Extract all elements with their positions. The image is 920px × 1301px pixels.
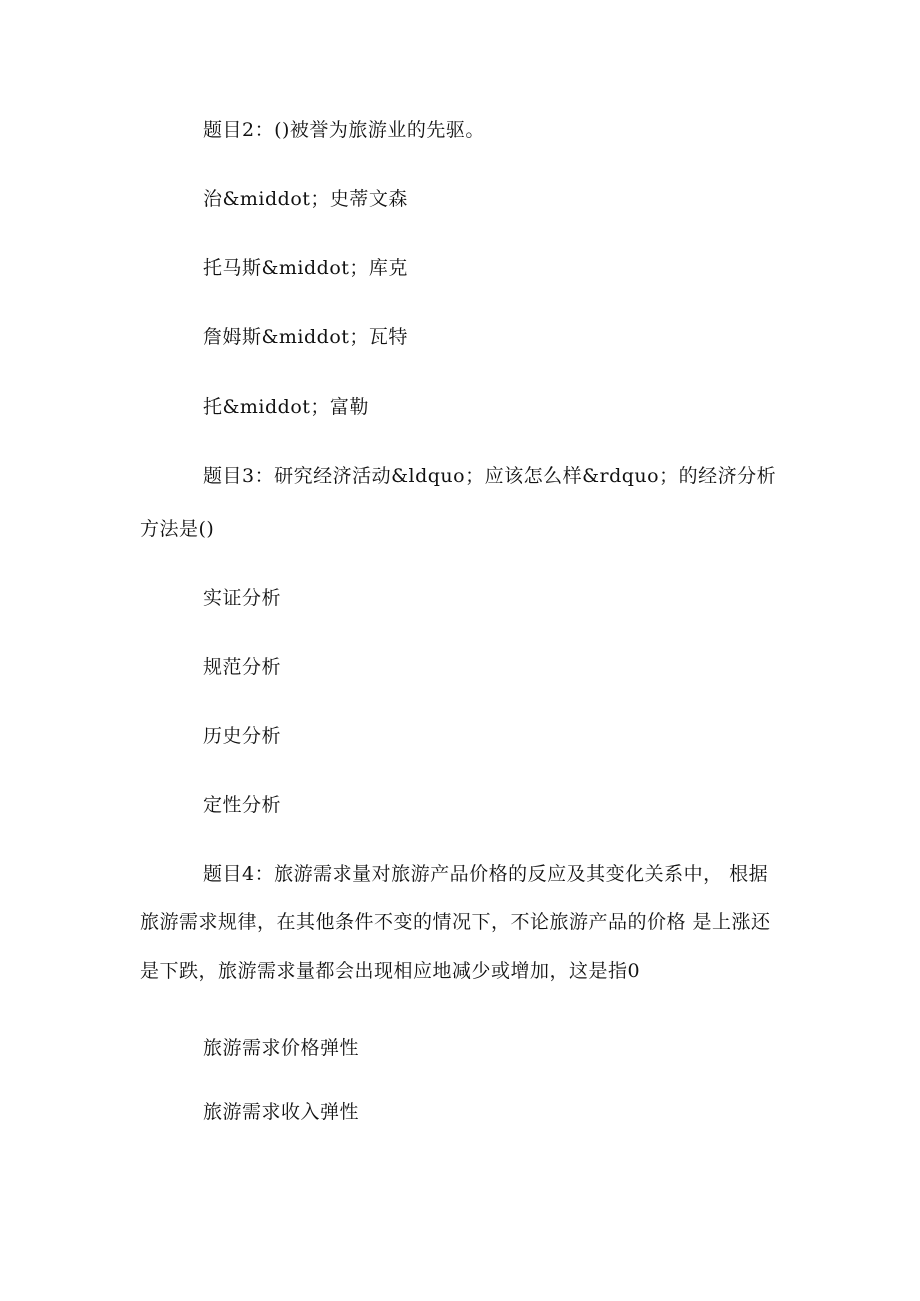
- question-3-option-4: 定性分析: [203, 794, 282, 816]
- question-4-option-1: 旅游需求价格弹性: [203, 1037, 360, 1059]
- question-4-stem-line-1: 题目4：旅游需求量对旅游产品价格的反应及其变化关系中， 根据: [203, 863, 769, 885]
- question-3-option-3: 历史分析: [203, 725, 282, 747]
- question-3-option-1: 实证分析: [203, 587, 282, 609]
- question-4-option-2: 旅游需求收入弹性: [203, 1101, 360, 1123]
- question-3-option-2: 规范分析: [203, 656, 282, 678]
- question-4-stem-line-3: 是下跌，旅游需求量都会出现相应地减少或增加，这是指0: [140, 960, 641, 982]
- question-4-stem-line-2: 旅游需求规律，在其他条件不变的情况下，不论旅游产品的价格 是上涨还: [140, 911, 771, 933]
- question-2-stem: 题目2：()被誉为旅游业的先驱。: [203, 119, 485, 141]
- question-2-option-3: 詹姆斯&middot；瓦特: [203, 326, 408, 348]
- question-3-stem-line-2: 方法是(): [140, 518, 215, 540]
- question-2-option-1: 治&middot；史蒂文森: [203, 188, 408, 210]
- question-2-option-4: 托&middot；富勒: [203, 396, 369, 418]
- question-2-option-2: 托马斯&middot；库克: [203, 257, 408, 279]
- question-3-stem-line-1: 题目3：研究经济活动&ldquo；应该怎么样&rdquo；的经济分析: [203, 465, 777, 487]
